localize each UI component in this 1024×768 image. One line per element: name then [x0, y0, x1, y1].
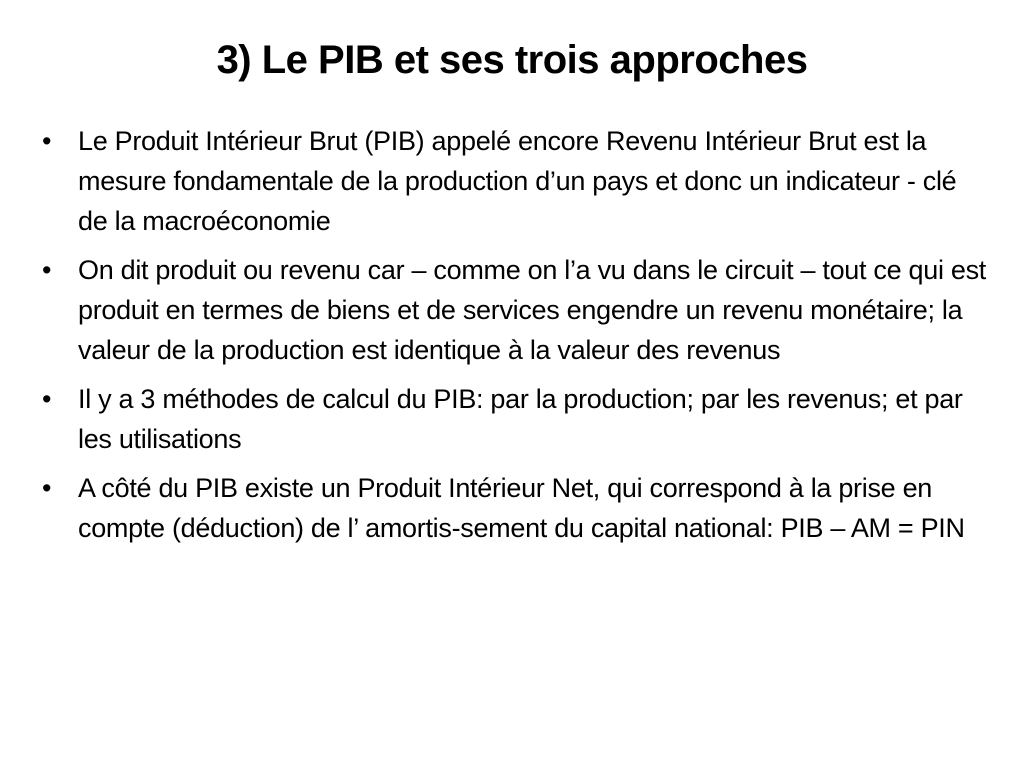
- bullet-list: [40, 121, 988, 557]
- bullet-item-1: [40, 121, 988, 241]
- bullet-item-3: [40, 379, 988, 459]
- bullet-text: A côté du PIB existe un Produit Intérieur Net, qui correspond à la prise en compte (déduction) de l’ amortis-sement du capital national: PIB – AM = PIN: [78, 473, 965, 543]
- bullet-text: On dit produit ou revenu car – comme on l’a vu dans le circuit – tout ce qui est produit en termes de biens et de services engendre un revenu monétaire; la valeur de la production est identique à la valeur des revenus: [78, 255, 986, 365]
- bullet-icon: •: [42, 126, 52, 156]
- bullet-item-2: [40, 250, 988, 370]
- bullet-icon: •: [42, 473, 52, 503]
- bullet-text: Le Produit Intérieur Brut (PIB) appelé encore Revenu Intérieur Brut est la mesure fondamentale de la production d’un pays et donc un indicateur - clé de la macroéconomie: [78, 126, 957, 236]
- bullet-icon: •: [42, 255, 52, 285]
- slide-title: 3) Le PIB et ses trois approches: [216, 38, 808, 82]
- bullet-text: Il y a 3 méthodes de calcul du PIB: par la production; par les revenus; et par les utilisations: [78, 384, 963, 454]
- bullet-item-4: [40, 468, 988, 548]
- bullet-icon: •: [42, 384, 52, 414]
